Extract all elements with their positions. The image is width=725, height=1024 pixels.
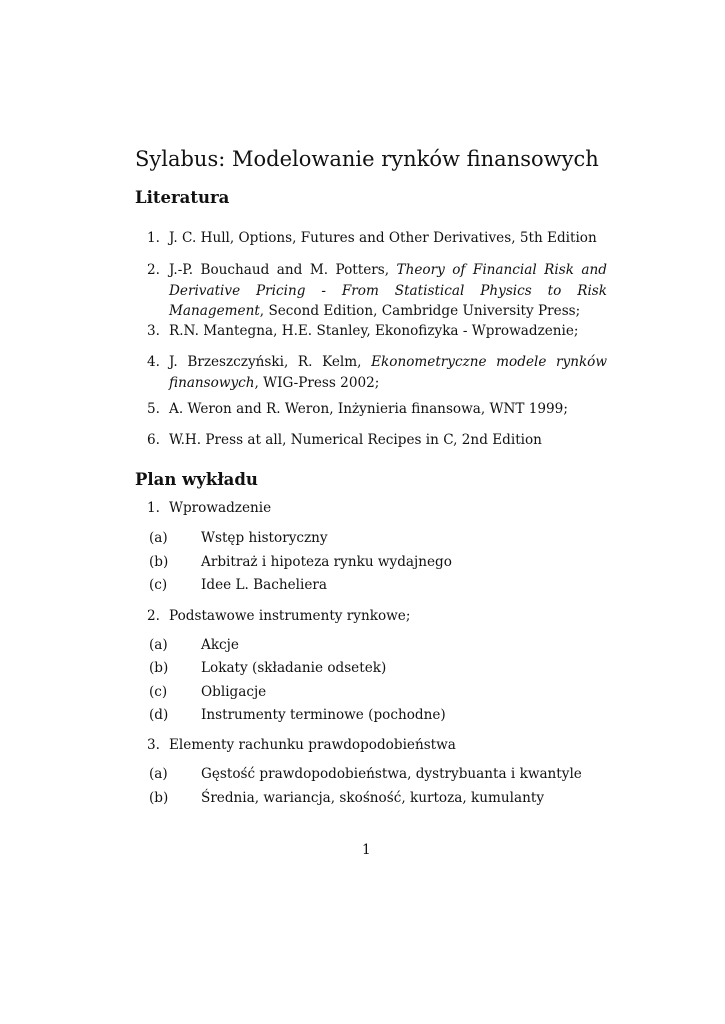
literature-item bbox=[147, 321, 607, 342]
subitem-letter: (c) bbox=[149, 684, 168, 700]
item-number: 1. bbox=[147, 230, 160, 246]
italic-title: Ekonometryczne modele rynków finansowych bbox=[169, 354, 608, 391]
literature-text bbox=[169, 430, 607, 451]
subitem-text: Instrumenty terminowe (pochodne) bbox=[201, 707, 446, 723]
italic-title: Theory of Financial Risk and Derivative Pricing - From Statistical Physics to Risk Management bbox=[169, 262, 607, 319]
item-number: 6. bbox=[147, 432, 160, 448]
plan-item-label: Wprowadzenie bbox=[169, 500, 272, 516]
subitem-text: Arbitraż i hipoteza rynku wydajnego bbox=[201, 554, 452, 570]
plan-item-label: Elementy rachunku prawdopodobieństwa bbox=[169, 737, 456, 753]
subitem-letter: (b) bbox=[149, 554, 169, 570]
subitem-letter: (d) bbox=[149, 707, 169, 723]
literature-text bbox=[169, 228, 607, 249]
item-number: 2. bbox=[147, 608, 160, 624]
text-segment: R.N. Mantegna, H.E. Stanley, Ekonofizyka - Wprowadzenie; bbox=[169, 323, 579, 339]
subitem-text: Gęstość prawdopodobieństwa, dystrybuanta i kwantyle bbox=[201, 766, 582, 782]
subitem-text: Lokaty (składanie odsetek) bbox=[201, 660, 387, 676]
subitem-letter: (b) bbox=[149, 790, 169, 806]
subitem-letter: (a) bbox=[149, 530, 168, 546]
literature-text bbox=[169, 321, 607, 342]
item-number: 3. bbox=[147, 323, 160, 339]
page-title: Sylabus: Modelowanie rynków finansowych bbox=[135, 147, 599, 171]
subitem-letter: (a) bbox=[149, 766, 168, 782]
text-segment: W.H. Press at all, Numerical Recipes in C, 2nd Edition bbox=[169, 432, 542, 448]
text-segment: , WIG-Press 2002; bbox=[254, 374, 380, 391]
literature-text bbox=[169, 399, 607, 420]
subitem-letter: (b) bbox=[149, 660, 169, 676]
text-segment: A. Weron and R. Weron, Inżynieria finansowa, WNT 1999; bbox=[169, 401, 568, 417]
literature-item bbox=[147, 228, 607, 249]
literature-heading: Literatura bbox=[135, 188, 230, 207]
subitem-text: Akcje bbox=[201, 637, 239, 653]
literature-item bbox=[147, 430, 607, 451]
literature-item bbox=[147, 352, 607, 393]
text-segment: J. C. Hull, Options, Futures and Other Derivatives, 5th Edition bbox=[169, 230, 597, 246]
subitem-text: Obligacje bbox=[201, 684, 267, 700]
plan-heading: Plan wykładu bbox=[135, 470, 258, 489]
literature-item bbox=[147, 260, 607, 322]
subitem-text: Średnia, wariancja, skośność, kurtoza, kumulanty bbox=[201, 790, 545, 806]
subitem-letter: (c) bbox=[149, 577, 168, 593]
subitem-text: Idee L. Bacheliera bbox=[201, 577, 328, 593]
item-number: 5. bbox=[147, 401, 160, 417]
item-number: 3. bbox=[147, 737, 160, 753]
literature-item bbox=[147, 399, 607, 420]
text-segment: J.-P. Bouchaud and M. Potters, bbox=[169, 262, 397, 278]
literature-text bbox=[169, 260, 607, 322]
subitem-text: Wstęp historyczny bbox=[201, 530, 328, 546]
page-number: 1 bbox=[362, 842, 371, 858]
text-segment: J. Brzeszczyński, R. Kelm, bbox=[169, 354, 372, 370]
item-number: 2. bbox=[147, 262, 160, 278]
plan-item-label: Podstawowe instrumenty rynkowe; bbox=[169, 608, 411, 624]
literature-text bbox=[169, 352, 607, 393]
item-number: 1. bbox=[147, 500, 160, 516]
item-number: 4. bbox=[147, 354, 160, 370]
text-segment: , Second Edition, Cambridge University Press; bbox=[259, 303, 581, 319]
subitem-letter: (a) bbox=[149, 637, 168, 653]
